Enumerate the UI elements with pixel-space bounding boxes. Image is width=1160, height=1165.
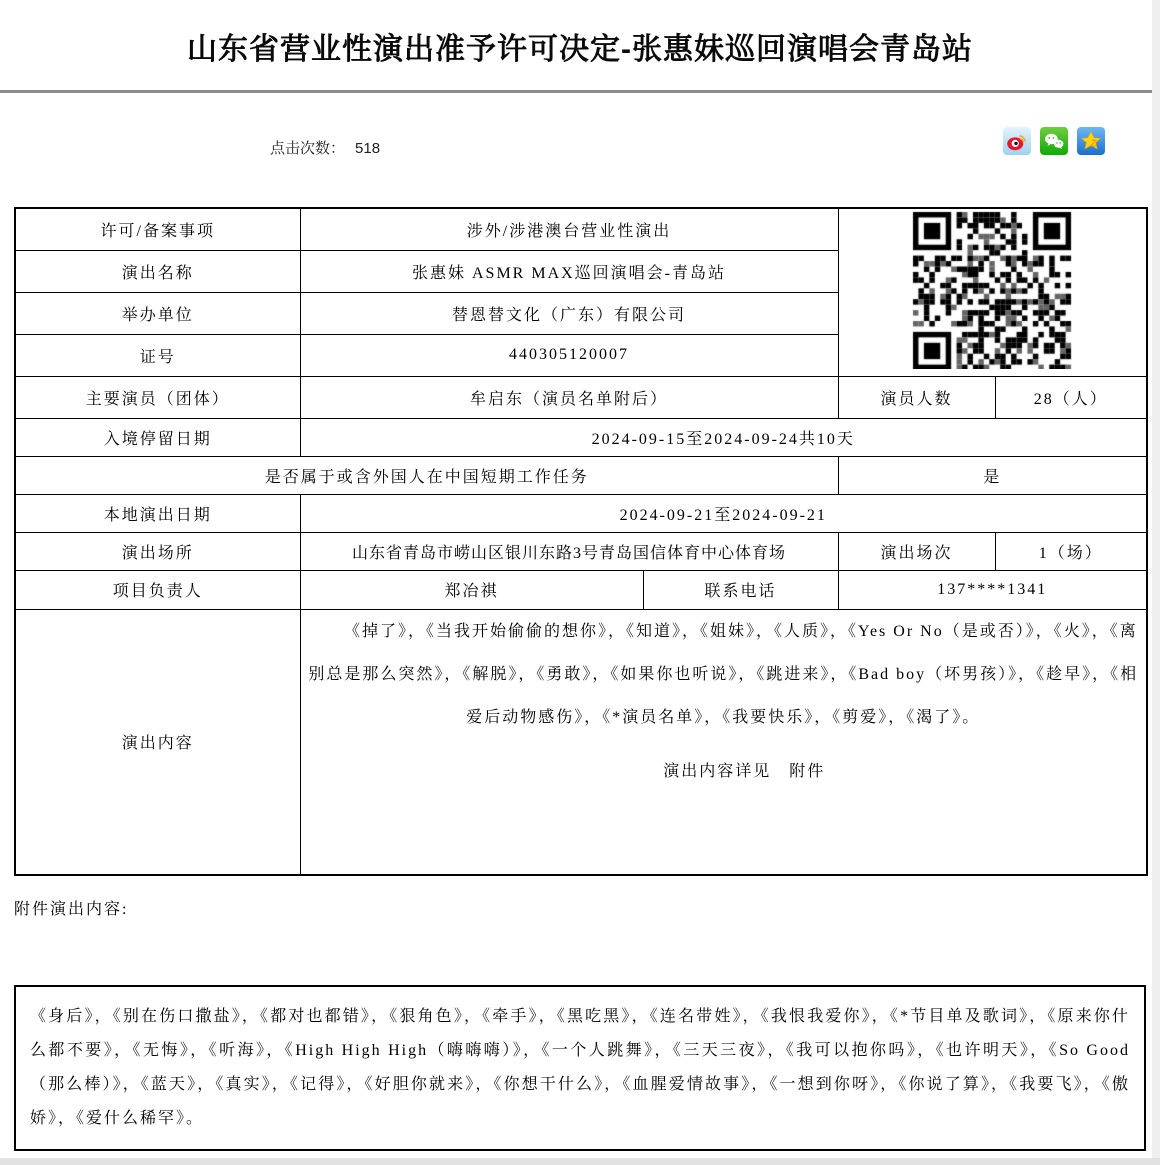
scrollbar-track[interactable] xyxy=(1152,0,1160,1165)
table-row xyxy=(15,532,1147,570)
qzone-icon xyxy=(1077,127,1105,155)
attachment-box xyxy=(14,985,1146,1151)
performer-label-cell: 主要演员（团体） xyxy=(15,376,300,418)
attachment-songs-text: 《身后》，《别在伤口撒盐》，《都对也都错》，《狠角色》，《牵手》，《黑吃黑》，《连名带姓》，《我恨我爱你》，《*节目单及歌词》，《原来你什么都不要》，《无悔》，《听海》，《High High High（嗨嗨嗨）》，《一个人跳舞》，《三天三夜》，《我可以抱你吗》，《也许明天》，《So Good（那么棒）》，《蓝天》，《真实》，《记得》，《好胆你就来》，《你想干什么》，《血腥爱情故事》，《一想到你呀》，《你说了算》，《我要飞》，《傲娇》，《爱什么稀罕》。 xyxy=(30,1008,1130,1127)
table-row xyxy=(15,570,1147,609)
manager-value-cell: 郑冶祺 xyxy=(300,570,643,609)
venue-value-cell: 山东省青岛市崂山区银川东路3号青岛国信体育中心体育场 xyxy=(300,532,838,570)
organizer-label-cell: 举办单位 xyxy=(15,292,300,334)
phone-label-cell: 联系电话 xyxy=(643,570,838,609)
share-bar xyxy=(1003,127,1105,155)
organizer-value-cell: 替恩替文化（广东）有限公司 xyxy=(300,292,838,334)
sessions-label-cell: 演出场次 xyxy=(838,532,995,570)
content-note-text: 演出内容详见 附件 xyxy=(663,762,826,780)
table-row xyxy=(15,208,1147,250)
performer-count-value-cell: 28（人） xyxy=(995,376,1147,418)
qr-cell xyxy=(838,208,1147,376)
table-row xyxy=(15,609,1147,875)
manager-label-cell: 项目负责人 xyxy=(15,570,300,609)
wechat-share-button[interactable] xyxy=(1040,127,1068,155)
show-name-label-cell: 演出名称 xyxy=(15,250,300,292)
content-value-cell xyxy=(300,609,1147,875)
content-songs-text: 《掉了》，《当我开始偷偷的想你》，《知道》，《姐妹》，《人质》，《Yes Or No（是或否）》，《火》，《离别总是那么突然》，《解脱》，《勇敢》，《如果你也听说》，《跳进来》，《Bad boy（坏男孩）》，《趁早》，《相爱后动物感伤》，《*演员名单》，《我要快乐》，《剪爱》，《渴了》。 xyxy=(308,622,1139,726)
hit-counter-value: 518 xyxy=(355,140,381,157)
foreign-task-value-cell: 是 xyxy=(838,456,1147,494)
weibo-share-button[interactable] xyxy=(1003,127,1031,155)
weibo-icon xyxy=(1003,127,1031,155)
performer-count-label-cell: 演员人数 xyxy=(838,376,995,418)
table-row xyxy=(15,418,1147,456)
entry-value-cell: 2024-09-15至2024-09-24共10天 xyxy=(300,418,1147,456)
show-name-value-cell: 张惠妹 ASMR MAX巡回演唱会-青岛站 xyxy=(300,250,838,292)
cert-value-cell: 440305120007 xyxy=(300,334,838,376)
local-date-value-cell: 2024-09-21至2024-09-21 xyxy=(300,494,1147,532)
local-date-label-cell: 本地演出日期 xyxy=(15,494,300,532)
permit-value-cell: 涉外/涉港澳台营业性演出 xyxy=(300,208,838,250)
attachment-heading: 附件演出内容: xyxy=(14,901,129,918)
qzone-share-button[interactable] xyxy=(1077,127,1105,155)
cert-label-cell: 证号 xyxy=(15,334,300,376)
entry-label-cell: 入境停留日期 xyxy=(15,418,300,456)
hit-counter-label: 点击次数： xyxy=(270,140,346,157)
table-row xyxy=(15,456,1147,494)
foreign-task-label-cell: 是否属于或含外国人在中国短期工作任务 xyxy=(15,456,838,494)
wechat-icon xyxy=(1040,127,1068,155)
table-row xyxy=(15,494,1147,532)
content-label-cell: 演出内容 xyxy=(15,609,300,875)
qr-code-image xyxy=(912,211,1072,369)
hit-counter xyxy=(270,137,380,158)
performer-value-cell: 牟启东（演员名单附后） xyxy=(300,376,838,418)
permit-label-cell: 许可/备案事项 xyxy=(15,208,300,250)
permit-table xyxy=(14,207,1148,876)
divider-rule xyxy=(0,90,1160,93)
sessions-value-cell: 1（场） xyxy=(995,532,1147,570)
phone-value-cell: 137****1341 xyxy=(838,570,1147,609)
page-title: 山东省营业性演出准予许可决定-张惠妹巡回演唱会青岛站 xyxy=(187,33,973,66)
svg-text:Z: Z xyxy=(1090,138,1097,150)
venue-label-cell: 演出场所 xyxy=(15,532,300,570)
table-row xyxy=(15,376,1147,418)
window-bottom-edge xyxy=(0,1158,1160,1165)
